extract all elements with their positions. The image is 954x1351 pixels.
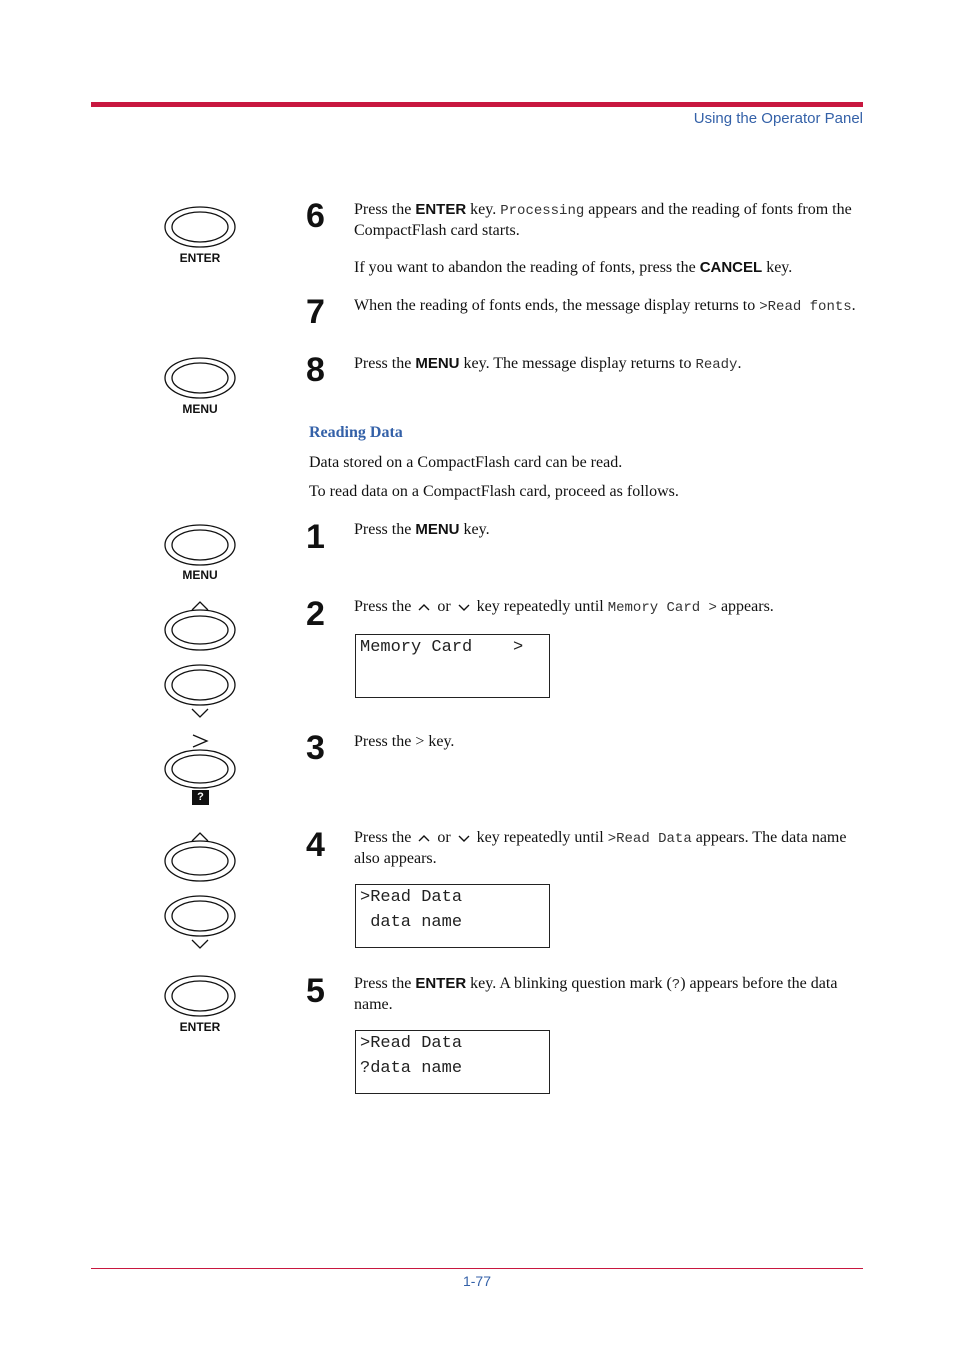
step-number: 3: [306, 729, 325, 767]
running-header: Using the Operator Panel: [693, 110, 863, 127]
section-intro: To read data on a CompactFlash card, proceed as follows.: [309, 483, 679, 500]
step-4-text: Press the or key repeatedly until >Read Data appears. The data name also appears.: [354, 829, 847, 867]
display-message: ?: [671, 977, 681, 993]
step-5-text: Press the ENTER key. A blinking question mark (?) appears before the data name.: [354, 975, 838, 1013]
display-message: >Read fonts: [759, 299, 852, 315]
footer-rule: [91, 1268, 863, 1269]
display-message: >Read Data: [607, 831, 692, 847]
step-8-text: Press the MENU key. The message display returns to Ready.: [354, 355, 742, 373]
menu-button-icon: [164, 524, 236, 566]
message-display: [355, 1030, 550, 1094]
key-name: MENU: [415, 355, 460, 372]
key-name: CANCEL: [699, 259, 763, 276]
key-name: ENTER: [415, 975, 467, 992]
display-line-2: ?data name: [360, 1059, 463, 1078]
up-arrow-button-icon: [164, 600, 236, 652]
key-name: ENTER: [415, 201, 467, 218]
up-chevron-icon: [418, 602, 430, 612]
display-message: Memory Card >: [607, 600, 717, 616]
display-line-2: data name: [360, 913, 463, 932]
message-display: [355, 634, 550, 698]
menu-button-icon: [164, 357, 236, 399]
key-name: MENU: [415, 521, 460, 538]
enter-button-label: ENTER: [179, 251, 221, 265]
up-arrow-button-icon: [164, 831, 236, 883]
step-number: 5: [306, 972, 325, 1010]
down-arrow-button-icon: [164, 895, 236, 951]
menu-button-label: MENU: [182, 402, 218, 416]
step-6-text: Press the ENTER key. Processing appears and the reading of fonts from the CompactFlash card starts.: [354, 201, 852, 239]
enter-button-icon: [164, 975, 236, 1017]
step-number: 8: [306, 351, 325, 389]
up-chevron-icon: [418, 833, 430, 843]
step-6-note: If you want to abandon the reading of fonts, press the CANCEL key.: [354, 259, 793, 276]
section-heading: Reading Data: [309, 424, 403, 441]
down-arrow-button-icon: [164, 664, 236, 720]
display-line-1: Memory Card >: [360, 638, 524, 657]
display-message: Processing: [500, 203, 585, 219]
down-chevron-icon: [458, 602, 470, 612]
step-number: 7: [306, 293, 325, 331]
step-2-text: Press the or key repeatedly until Memory Card > appears.: [354, 598, 774, 616]
message-display: [355, 884, 550, 948]
menu-button-label: MENU: [182, 568, 218, 582]
header-rule: [91, 102, 863, 107]
display-line-1: >Read Data: [360, 1034, 463, 1053]
enter-button-icon: [164, 206, 236, 248]
step-1-text: Press the MENU key.: [354, 521, 490, 538]
step-number: 4: [306, 826, 325, 864]
step-number: 1: [306, 518, 325, 556]
question-badge: ?: [192, 790, 209, 805]
display-message: Ready: [695, 357, 738, 373]
right-arrow-button-icon: [164, 733, 236, 789]
enter-button-label: ENTER: [179, 1020, 221, 1034]
step-3-text: Press the > key.: [354, 733, 455, 750]
section-intro: Data stored on a CompactFlash card can be read.: [309, 454, 623, 471]
page-number: 1-77: [462, 1273, 492, 1289]
step-7-text: When the reading of fonts ends, the message display returns to >Read fonts.: [354, 297, 856, 315]
step-number: 2: [306, 595, 325, 633]
display-line-1: >Read Data: [360, 888, 463, 907]
down-chevron-icon: [458, 833, 470, 843]
step-number: 6: [306, 197, 325, 235]
